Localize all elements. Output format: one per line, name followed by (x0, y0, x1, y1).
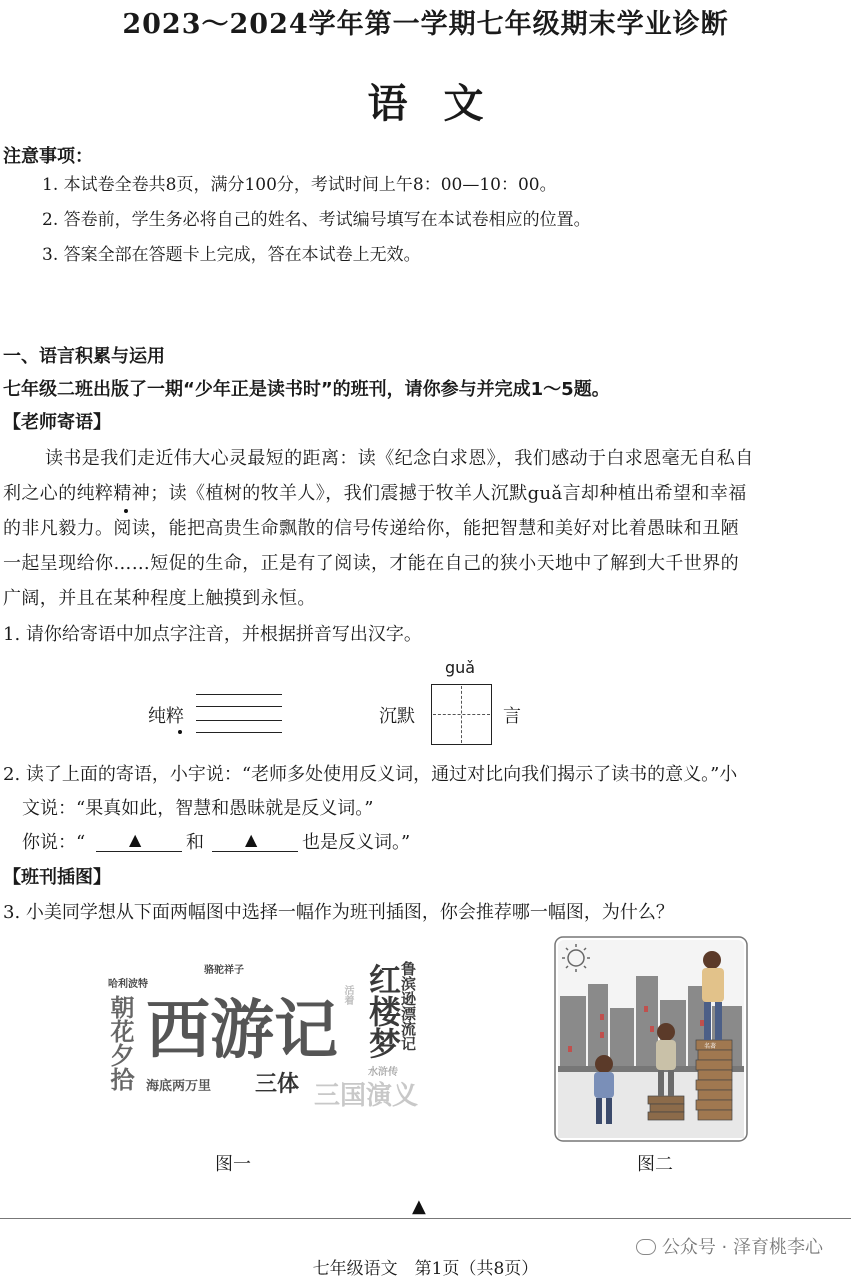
footer-divider (0, 1218, 851, 1219)
notice-item: 2. 答卷前，学生务必将自己的姓名、考试编号填写在本试卷相应的位置。 (42, 210, 591, 230)
q1-word2-prefix: 沉默 (379, 706, 415, 727)
wechat-account-text: 公众号 · 泽育桃李心 (661, 1237, 823, 1258)
wechat-icon (636, 1239, 656, 1255)
cloud-word: 西游记 (146, 994, 338, 1068)
answer-blank-2[interactable] (212, 851, 298, 852)
subject-title: 语文 (367, 80, 520, 127)
cloud-word: 三体 (255, 1072, 300, 1097)
q1-word2-suffix: 言 (503, 706, 521, 727)
pinyin-label: guǎ (445, 658, 476, 677)
question-2: 2. 读了上面的寄语，小宇说：“老师多处使用反义词，通过对比向我们揭示了读书的意义。”小 (3, 764, 738, 785)
end-mark: ▲ (412, 1196, 426, 1217)
paragraph-line: 一起呈现给你……短促的生命，正是有了阅读，才能在自己的狭小天地中了解到大千世界的 (3, 553, 739, 574)
question-3: 3. 小美同学想从下面两幅图中选择一幅作为班刊插图，你会推荐哪一幅图，为什么？ (3, 902, 674, 923)
emphasis-dot (178, 730, 182, 734)
question-1: 1. 请你给寄语中加点字注音，并根据拼音写出汉字。 (3, 624, 422, 645)
cloud-word: 水浒传 (368, 1067, 398, 1078)
figure-1-word-cloud (100, 955, 445, 1125)
cloud-word: 朝花夕拾 (106, 995, 134, 1091)
book-stack-tall (696, 1040, 732, 1120)
answer-line[interactable] (196, 732, 282, 733)
book-stack-short (648, 1096, 684, 1120)
section-heading: 一、语言积累与运用 (3, 346, 165, 367)
paragraph-line: 的非凡毅力。阅读，能把高贵生命飘散的信号传递给你，能把智慧和美好对比着愚昧和丑陋 (3, 518, 739, 539)
paragraph-line: 利之心的纯粹精神；读《植树的牧羊人》，我们震撼于牧羊人沉默guǎ言却种植出希望和幸福 (3, 483, 747, 504)
paragraph-line: 广阔，并且在某种程度上触摸到永恒。 (3, 588, 316, 609)
section-intro: 七年级二班出版了一期“少年正是读书时”的班刊，请你参与并完成1～5题。 (3, 379, 610, 400)
figure-1-caption: 图一 (215, 1154, 251, 1175)
notice-item: 1. 本试卷全卷共8页，满分100分，考试时间上午8：00—10：00。 (42, 175, 557, 195)
cloud-word: 鲁滨逊漂流记 (399, 961, 417, 1051)
cloud-word: 哈利波特 (108, 979, 148, 990)
answer-line[interactable] (196, 720, 282, 721)
figure-2-illustration (554, 936, 748, 1142)
q2-and: 和 (186, 832, 204, 853)
question-2-line2: 文说：“果真如此，智慧和愚昧就是反义词。” (22, 798, 374, 819)
illustration-label: 【班刊插图】 (3, 867, 111, 888)
notice-heading: 注意事项： (3, 146, 93, 167)
figure-2-caption: 图二 (637, 1154, 673, 1175)
page-footer: 七年级语文 第1页（共8页） (312, 1259, 539, 1279)
cloud-word: 三国演义 (314, 1081, 419, 1111)
cloud-word: 海底两万里 (146, 1079, 212, 1094)
teacher-words-label: 【老师寄语】 (3, 412, 111, 433)
answer-blank-1[interactable] (96, 851, 182, 852)
cloud-word: 活着 (342, 985, 353, 1005)
blank-mark: ▲ (245, 830, 258, 849)
cloud-word: 红楼梦 (364, 963, 402, 1059)
blank-mark: ▲ (129, 830, 142, 849)
grid-guide (433, 714, 490, 715)
exam-title: 2023～2024学年第一学期七年级期末学业诊断 (122, 9, 729, 40)
book-label: 名著 (704, 1043, 717, 1050)
q1-word1: 纯粹 (148, 706, 184, 727)
q2-suffix: 也是反义词。” (302, 832, 411, 853)
answer-line[interactable] (196, 694, 282, 695)
emphasis-dot (124, 509, 128, 513)
paragraph-line: 读书是我们走近伟大心灵最短的距离：读《纪念白求恩》，我们感动于白求恩毫无自私自 (45, 448, 754, 469)
notice-item: 3. 答案全部在答题卡上完成，答在本试卷上无效。 (42, 245, 421, 265)
cloud-word: 骆驼祥子 (204, 965, 244, 976)
answer-line[interactable] (196, 706, 282, 707)
q2-prefix: 你说：“ (22, 832, 86, 853)
